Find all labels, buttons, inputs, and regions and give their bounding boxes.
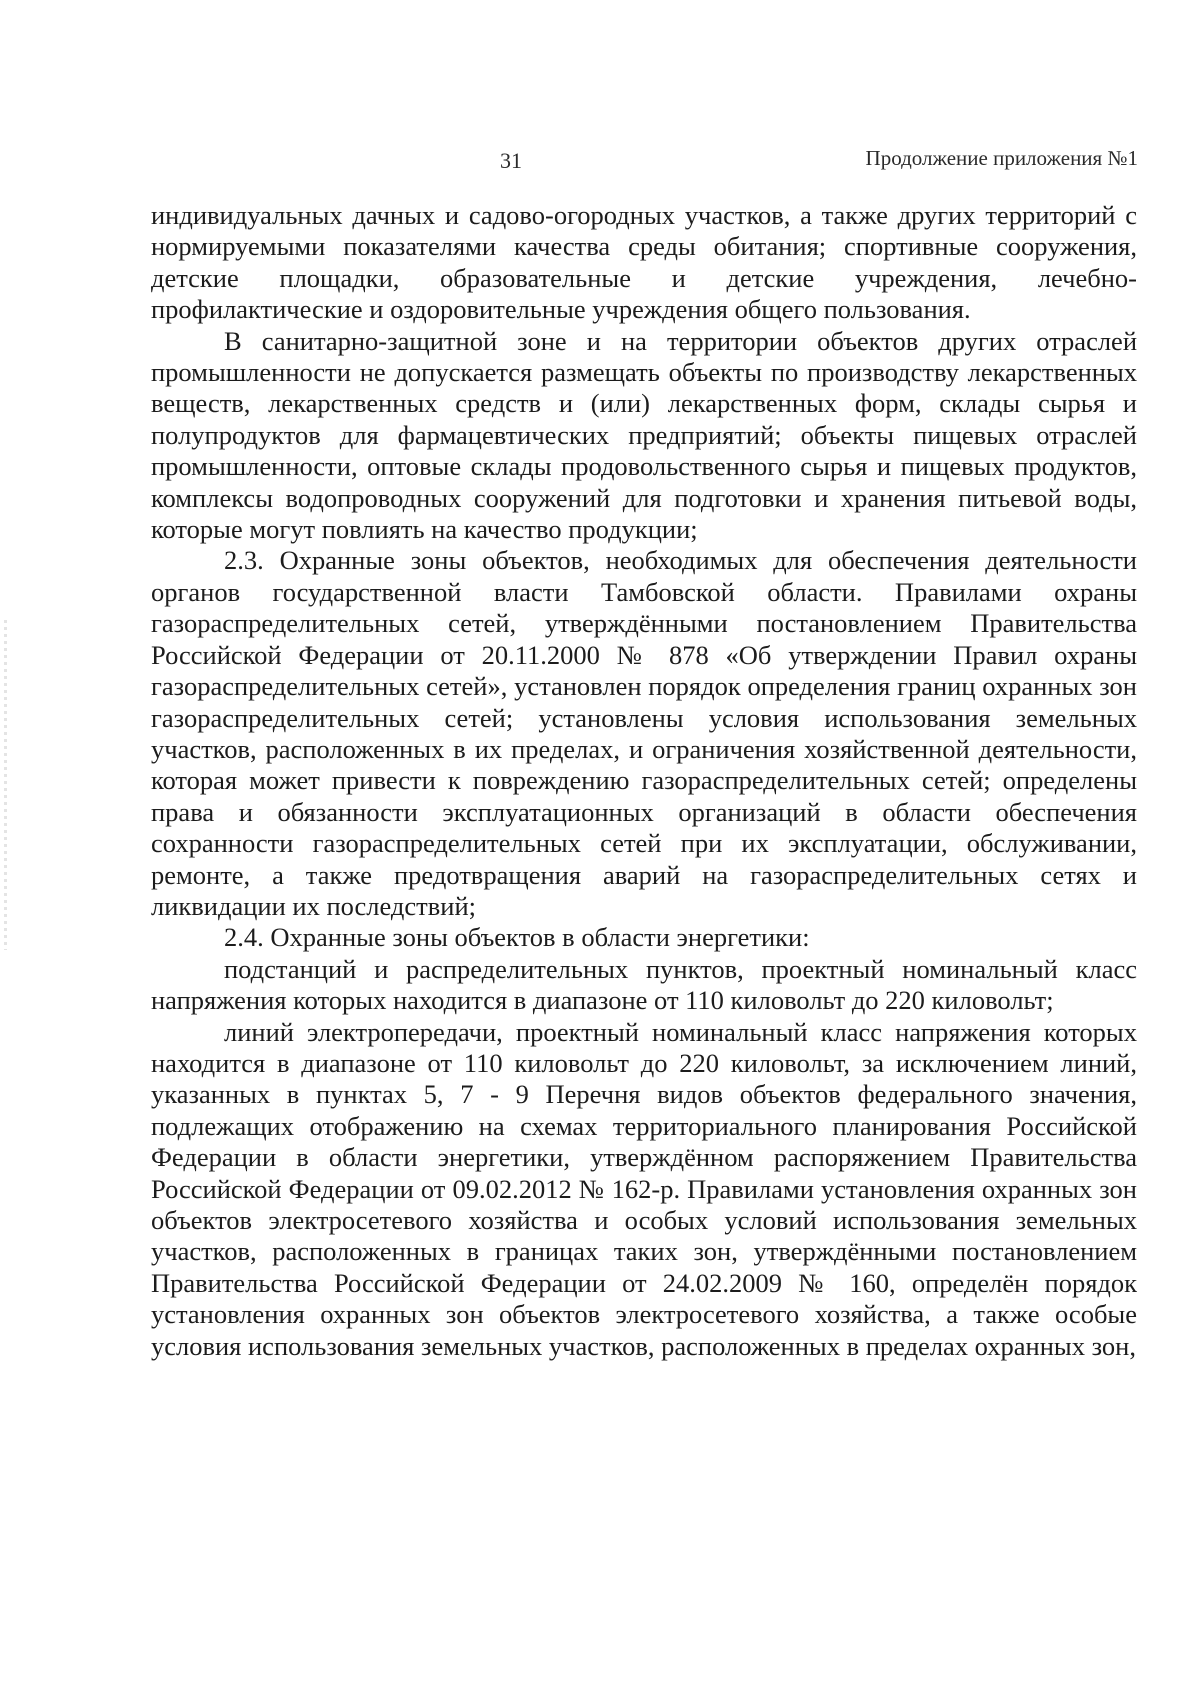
paragraph-sanitary-zone: В санитарно-защитной зоне и на территории объектов других отраслей промышленности не допускается размещать объекты по производству лекарственных веществ, лекарственных средств и (или) лекарственных форм, склады сырья и полупродуктов для фармацевтических предприятий; объекты пищевых отраслей промышленности, оптовые склады продовольственного сырья и пищевых продуктов, комплексы водопроводных сооружений для подготовки и хранения питьевой воды, которые могут повлиять на качество продукции; [151, 325, 1137, 545]
body-text [151, 200, 1137, 1362]
paragraph-2-3: 2.3. Охранные зоны объектов, необходимых для обеспечения деятельности органов государственной власти Тамбовской области. Правилами охраны газораспределительных сетей, утверждёнными постановлением Правительства Российской Федерации от 20.11.2000 № 878 «Об утверждении Правил охраны газораспределительных сетей», установлен порядок определения границ охранных зон газораспределительных сетей; установлены условия использования земельных участков, расположенных в их пределах, и ограничения хозяйственной деятельности, которая может привести к повреждению газораспределительных сетей; определены права и обязанности эксплуатационных организаций в области обеспечения сохранности газораспределительных сетей при их эксплуатации, обслуживании, ремонте, а также предотвращения аварий на газораспределительных сетях и ликвидации их последствий; [151, 545, 1137, 921]
scan-edge-artifact [4, 620, 7, 950]
page-number: 31 [500, 148, 522, 173]
running-header: Продолжение приложения №1 [865, 146, 1138, 170]
paragraph-2-4-heading: 2.4. Охранные зоны объектов в области энергетики: [224, 922, 810, 953]
paragraph-substations: подстанций и распределительных пунктов, проектный номинальный класс напряжения которых находится в диапазоне от 110 киловольт до 220 киловольт; [151, 953, 1137, 1016]
paragraph-power-lines: линий электропередачи, проектный номинальный класс напряжения которых находится в диапазоне от 110 киловольт до 220 киловольт, за исключением линий, указанных в пунктах 5, 7 - 9 Перечня видов объектов федерального значения, подлежащих отображению на схемах территориального планирования Российской Федерации в области энергетики, утверждённом распоряжением Правительства Российской Федерации от 09.02.2012 № 162-р. Правилами установления охранных зон объектов электросетевого хозяйства и особых условий использования земельных участков, расположенных в границах таких зон, утверждёнными постановлением Правительства Российской Федерации от 24.02.2009 № 160, определён порядок установления охранных зон объектов электросетевого хозяйства, а также особые условия использования земельных участков, расположенных в пределах охранных зон, [151, 1016, 1137, 1361]
paragraph-continuation: индивидуальных дачных и садово-огородных участков, а также других территорий с нормируемыми показателями качества среды обитания; спортивные сооружения, детские площадки, образовательные и детские учреждения, лечебно-профилактические и оздоровительные учреждения общего пользования. [151, 200, 1137, 325]
